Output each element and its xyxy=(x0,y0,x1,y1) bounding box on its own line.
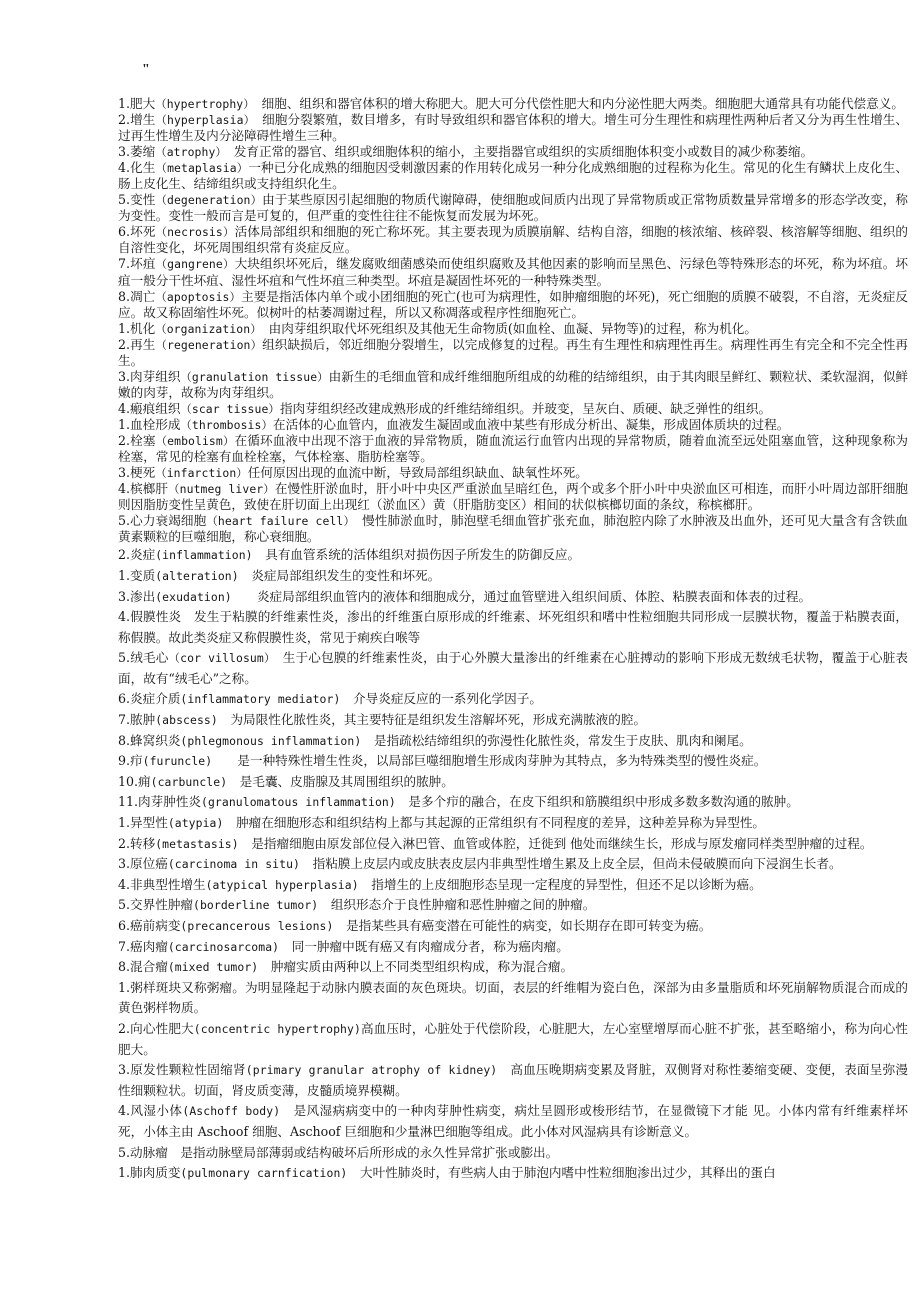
entry-latin-term: (exudation) xyxy=(155,589,232,604)
glossary-entry xyxy=(118,937,908,958)
entry-term: 增生 xyxy=(130,112,156,128)
entry-term: 心力衰竭细胞 xyxy=(130,513,207,529)
entry-definition: 是多个疖的融合，在皮下组织和筋膜组织中形成多数多数沟通的脓肿。 xyxy=(395,794,799,810)
entry-term: 肺肉质变 xyxy=(130,1165,181,1181)
entry-number: 2. xyxy=(118,835,131,851)
glossary-entry xyxy=(118,957,908,978)
glossary-entry xyxy=(118,369,908,401)
glossary-entry xyxy=(118,321,908,337)
entry-number: 3. xyxy=(118,465,131,481)
glossary-entry xyxy=(118,112,908,144)
entry-definition: 细胞分裂繁殖，数目增多，有时导致组织和器官体积的增大。增生可分生理性和病理性两种后者又分为再生性增生、过再生性增生及内分泌障碍性增生三种。 xyxy=(118,112,908,144)
entry-number: 5. xyxy=(118,1144,131,1160)
entry-number: 2. xyxy=(118,432,131,448)
entry-latin-term: （degeneration） xyxy=(155,193,263,208)
entry-term: 交界性肿瘤 xyxy=(130,897,193,913)
entry-number: 10. xyxy=(118,773,139,789)
entry-number: 8. xyxy=(118,288,131,304)
entry-latin-term: （atrophy） xyxy=(155,145,222,160)
entry-number: 8. xyxy=(118,732,131,748)
glossary-entry xyxy=(118,648,908,689)
entry-definition: 由于某些原因引起细胞的物质代谢障碍，使细胞或间质内出现了异常物质或正常物质数量异常增多的形态学改变，称为变性。变性一般而言是可复的，但严重的变性往往不能恢复而发展为坏死。 xyxy=(118,192,909,224)
entry-definition: 介导炎症反应的一系列化学因子。 xyxy=(340,691,542,707)
entry-number: 5. xyxy=(118,513,131,529)
entry-definition: 肿瘤实质由两种以上不同类型组织构成，称为混合瘤。 xyxy=(258,959,574,975)
entry-number: 4. xyxy=(118,400,131,416)
glossary-entry xyxy=(118,978,908,1019)
glossary-entry xyxy=(118,417,908,433)
entry-number: 7. xyxy=(118,712,131,728)
entry-latin-term: (granulomatous inflammation) xyxy=(201,795,396,810)
entry-definition: 慢性肺淤血时，肺泡壁毛细血管扩张充血，肺泡腔内除了水肿液及出血外，还可见大量含有含铁血黄素颗粒的巨噬细胞，称心衰细胞。 xyxy=(118,513,908,545)
entry-term: 肉芽肿性炎 xyxy=(138,794,201,810)
entry-number: 1. xyxy=(118,1165,131,1181)
entry-term: 风湿小体 xyxy=(130,1103,183,1119)
entry-definition: 大块组织坏死后，继发腐败细菌感染而使组织腐败及其他因素的影响而呈黑色、污绿色等特殊形态的坏死，称为坏疽。坏疽一般分干性坏疽、湿性坏疽和气性坏疽三种类型。坏疽是凝固性坏死的一种特殊类型。 xyxy=(118,256,909,288)
entry-latin-term: (alteration) xyxy=(155,568,239,583)
entry-number: 2. xyxy=(118,112,131,128)
glossary-entry xyxy=(118,192,908,224)
entry-definition: 在慢性肝淤血时，肝小叶中央区严重淤血呈暗红色，两个或多个肝小叶中央淤血区可相连，而肝小叶周边部肝细胞则因脂肪变性呈黄色，致使在肝切面上出现红（淤血区）黄（肝脂肪变区）相间的状似槟榔切面的条纹，称槟榔肝。 xyxy=(118,481,909,513)
entry-term: 凋亡 xyxy=(130,288,156,304)
entry-definition: 组织缺损后，邻近细胞分裂增生，以完成修复的过程。再生有生理性和病理性再生。病理性再生有完全和不完全性再生。 xyxy=(118,336,909,368)
entry-number: 3. xyxy=(118,368,131,384)
entry-latin-term: （hyperplasia） xyxy=(155,113,250,128)
glossary-entry xyxy=(118,224,908,256)
entry-definition: 指增生的上皮细胞形态呈现一定程度的异型性，但还不足以诊断为癌。 xyxy=(358,876,762,892)
glossary-entry xyxy=(118,96,908,112)
entry-term: 渗出 xyxy=(130,588,156,604)
entry-definition: 具有血管系统的活体组织对损伤因子所发生的防御反应。 xyxy=(252,547,581,563)
glossary-entry xyxy=(118,916,908,937)
entry-number: 1. xyxy=(118,96,131,111)
glossary-entry xyxy=(118,792,908,813)
entry-definition: 由肉芽组织取代坏死组织及其他无生命物质(如血栓、血凝、异物等)的过程，称为机化。 xyxy=(256,320,757,336)
entry-number: 1. xyxy=(118,416,131,432)
entry-number: 3. xyxy=(118,588,131,604)
entry-definition: 组织形态介于良性肿瘤和恶性肿瘤之间的肿瘤。 xyxy=(318,897,596,913)
entry-latin-term: （thrombosis） xyxy=(180,417,273,432)
entry-number: 4. xyxy=(118,481,131,497)
glossary-entry xyxy=(118,566,908,587)
entry-definition: 发生于粘膜的纤维素性炎，渗出的纤维蛋白原形成的纤维素、坏死组织和嗜中性粒细胞共同形成一层膜状物，覆盖于粘膜表面，称假膜。故此类炎症又称假膜性炎，常见于痢疾白喉等 xyxy=(118,609,909,645)
entry-latin-term: （infarction） xyxy=(155,466,248,481)
entry-latin-term: (pulmonary carnfication) xyxy=(180,1166,348,1181)
glossary-entry xyxy=(118,1163,908,1184)
entry-term: 非典型性增生 xyxy=(130,876,206,892)
entry-term: 向心性肥大 xyxy=(130,1020,194,1036)
entry-definition: 高血压时，心脏处于代偿阶段，心脏肥大，左心室壁增厚而心脏不扩张，甚至略缩小，称为向心性肥大。 xyxy=(118,1020,909,1057)
entry-term: 栓塞 xyxy=(130,432,156,448)
entry-definition: 为局限性化脓性炎，其主要特征是组织发生溶解坏死，形成充满脓液的腔。 xyxy=(217,712,647,728)
entry-latin-term: (inflammatory mediator) xyxy=(180,692,341,707)
entry-term: 癌肉瘤 xyxy=(130,938,168,954)
glossary-entry xyxy=(118,513,908,545)
entry-definition: 任何原因出现的血流中断，导致局部组织缺血、缺氧性坏死。 xyxy=(247,465,588,481)
entry-number: 6. xyxy=(118,918,131,933)
entry-number: 1. xyxy=(118,320,131,336)
entry-number: 3. xyxy=(118,1062,131,1078)
entry-number: 1. xyxy=(118,979,131,995)
entry-latin-term: （regeneration） xyxy=(155,337,263,352)
entry-number: 6. xyxy=(118,691,131,707)
entry-definition: 指粘膜上皮层内或皮肤表皮层内非典型性增生累及上皮全层，但尚未侵破膜而向下浸润生长者。 xyxy=(300,856,842,872)
entry-number: 1. xyxy=(118,815,131,831)
entry-definition: 主要是指活体内单个或小团细胞的死亡(也可为病理性，如肿瘤细胞的坏死)，死亡细胞的质膜不破裂，不自溶，无炎症反应。故又称固缩性坏死。似树叶的枯萎凋谢过程，所以又称凋落或程序性细胞死亡。 xyxy=(118,288,909,320)
entry-definition: 在循环血液中出现不溶于血液的异常物质，随血流运行血管内出现的异常物质，随着血流至远处阻塞血管，这种现象称为栓塞，常见的栓塞有血栓栓塞，气体栓塞、脂肪栓塞等。 xyxy=(118,432,909,465)
entry-term: 肥大 xyxy=(130,96,156,111)
entry-term: 疖 xyxy=(130,753,143,769)
entry-latin-term: (mixed tumor) xyxy=(167,960,259,975)
entry-term: 痈 xyxy=(138,773,151,789)
glossary-entry xyxy=(118,1019,908,1060)
entry-latin-term: (atypical hyperplasia) xyxy=(205,877,359,892)
glossary-entry xyxy=(118,607,908,648)
entry-latin-term: (carcinoma in situ) xyxy=(167,857,301,872)
glossary-entry xyxy=(118,895,908,916)
glossary-entry xyxy=(118,772,908,793)
glossary-entry xyxy=(118,481,908,513)
entry-definition: 活体局部组织和细胞的死亡称坏死。其主要表现为质膜崩解、结构自溶，细胞的核浓缩、核碎裂、核溶解等细胞、组织的自溶性变化，坏死周围组织常有炎症反应。 xyxy=(118,224,909,256)
glossary-entry xyxy=(118,854,908,875)
entry-definition: 是指疏松结缔组织的弥漫性化脓性炎，常发生于皮肤、肌肉和阑尾。 xyxy=(361,732,752,748)
entry-number: 3. xyxy=(118,856,131,872)
entry-latin-term: （metaplasia） xyxy=(155,161,249,176)
entry-number: 7. xyxy=(118,256,131,272)
glossary-entry xyxy=(118,875,908,896)
entry-definition: 是指瘤细胞由原发部位侵入淋巴管、血管或体腔，迁徙到 他处而继续生长，形成与原发瘤同样类型肿瘤的过程。 xyxy=(238,835,873,851)
glossary-entry xyxy=(118,337,908,369)
entry-number: 6. xyxy=(118,224,131,240)
entry-definition: 是风湿病病变中的一种肉芽肿性病变，病灶呈圆形或梭形结节，在显微镜下才能 见。小体内常有纤维素样坏死，小体主由 Aschoof 细胞、Aschoof 巨细胞和少量淋巴细胞等组成。此小体对风湿病具有诊断意义。 xyxy=(118,1103,908,1139)
glossary-entry xyxy=(118,834,908,855)
entry-latin-term: （necrosis） xyxy=(155,225,235,240)
glossary-body xyxy=(118,96,908,1184)
entry-definition: 在活体的心血管内，血液发生凝固或血液中某些有形成分析出、凝集，形成固体质块的过程。 xyxy=(272,416,790,432)
entry-term: 坏疽 xyxy=(130,256,156,272)
entry-number: 7. xyxy=(118,938,131,954)
entry-definition: 高血压晚期病变累及肾脏，双侧肾对称性萎缩变硬、变便，表面呈弥漫性细颗粒状。切面，肾皮质变薄，皮髓质境界模糊。 xyxy=(118,1062,908,1098)
entry-term: 混合瘤 xyxy=(130,959,168,975)
entry-term: 坏死 xyxy=(130,224,156,240)
entry-definition: 炎症局部组织血管内的液体和细胞成分，通过血管壁进入组织间质、体腔、粘膜表面和体表的过程。 xyxy=(231,588,812,604)
entry-latin-term: （cor villosum） xyxy=(168,651,270,666)
entry-definition: 大叶性肺炎时，有些病人由于肺泡内嗜中性粒细胞渗出过少，其释出的蛋白 xyxy=(347,1165,776,1181)
glossary-entry xyxy=(118,1143,908,1164)
entry-term: 脓肿 xyxy=(130,712,156,728)
glossary-entry xyxy=(118,160,908,192)
entry-term: 粥样斑块又称粥瘤。 xyxy=(130,979,245,995)
entry-term: 瘢痕组织 xyxy=(130,400,181,416)
entry-latin-term: (Aschoff body) xyxy=(182,1104,281,1119)
glossary-entry xyxy=(118,1060,908,1101)
entry-definition: 是一种特殊性增生性炎，以局部巨噬细胞增生形成肉芽肿为其特点，多为特殊类型的慢性炎症。 xyxy=(212,753,767,769)
entry-term: 化生 xyxy=(130,160,156,176)
entry-definition: 生于心包膜的纤维素性炎，由于心外膜大量渗出的纤维素在心脏搏动的影响下形成无数绒毛状物，覆盖于心脏表面，故有“绒毛心”之称。 xyxy=(118,650,909,686)
glossary-entry xyxy=(118,256,908,288)
glossary-entry xyxy=(118,144,908,160)
entry-term: 蜂窝织炎 xyxy=(130,732,181,748)
entry-latin-term: (metastasis) xyxy=(155,836,239,851)
entry-number: 5. xyxy=(118,650,131,666)
glossary-entry xyxy=(118,689,908,710)
entry-latin-term: (borderline tumor) xyxy=(193,898,319,913)
glossary-entry xyxy=(118,813,908,834)
entry-number: 4. xyxy=(118,160,131,176)
entry-definition: 发育正常的器官、组织或细胞体积的缩小，主要指器官或组织的实质细胞体积变小或数目的减少称萎缩。 xyxy=(221,144,814,160)
entry-term: 原发性颗粒性固缩肾 xyxy=(130,1062,246,1078)
entry-latin-term: (primary granular atrophy of kidney) xyxy=(245,1063,498,1078)
entry-latin-term: （heart failure cell） xyxy=(206,514,350,529)
entry-term: 机化 xyxy=(130,320,156,336)
entry-number: 9. xyxy=(118,753,131,769)
entry-number: 5. xyxy=(118,192,131,208)
entry-latin-term: （granulation tissue） xyxy=(180,369,329,384)
entry-term: 动脉瘤 xyxy=(130,1144,168,1160)
glossary-entry xyxy=(118,1101,908,1142)
entry-latin-term: （apoptosis） xyxy=(155,289,242,304)
entry-latin-term: （organization） xyxy=(155,321,256,336)
entry-term: 异型性 xyxy=(130,815,168,831)
entry-number: 2. xyxy=(118,547,131,563)
entry-number: 4. xyxy=(118,876,131,892)
entry-term: 转移 xyxy=(130,835,156,851)
entry-latin-term: (abscess) xyxy=(155,713,218,728)
entry-latin-term: (carcinosarcoma) xyxy=(167,939,280,954)
entry-latin-term: (concentric hypertrophy) xyxy=(193,1021,361,1036)
entry-definition: 是毛囊、皮脂腺及其周围组织的脓肿。 xyxy=(227,773,454,789)
entry-latin-term: (inflammation) xyxy=(155,548,253,563)
entry-definition: 细胞、组织和器官体积的增大称肥大。肥大可分代偿性肥大和内分泌性肥大两类。细胞肥大通常具有功能代偿意义。 xyxy=(249,96,904,111)
entry-term: 变性 xyxy=(130,192,156,208)
entry-definition: 由新生的毛细血管和成纤维细胞所组成的幼稚的结缔组织，由于其肉眼呈鲜红、颗粒状、柔软湿润，似鲜嫩的肉芽，故称为肉芽组织。 xyxy=(118,368,909,400)
entry-latin-term: (phlegmonous inflammation) xyxy=(180,733,362,748)
entry-latin-term: （embolism） xyxy=(155,433,235,448)
entry-number: 1. xyxy=(118,567,131,583)
entry-term: 再生 xyxy=(130,336,156,352)
entry-number: 5. xyxy=(118,897,131,913)
entry-term: 原位癌 xyxy=(130,856,168,872)
entry-term: 槟榔肝 xyxy=(130,481,169,497)
entry-definition: 同一肿瘤中既有癌又有肉瘤成分者，称为癌肉瘤。 xyxy=(279,938,569,954)
entry-latin-term: （scar tissue） xyxy=(180,401,280,416)
glossary-entry xyxy=(118,751,908,772)
entry-definition: 是指某些具有癌变潜在可能性的病变，如长期存在即可转变为癌。 xyxy=(333,918,712,933)
entry-number: 4. xyxy=(118,1103,131,1119)
glossary-entry xyxy=(118,731,908,752)
glossary-entry xyxy=(118,465,908,481)
entry-latin-term: (carbuncle) xyxy=(150,774,228,789)
entry-term: 梗死 xyxy=(130,465,156,481)
entry-definition: 一种已分化成熟的细胞因受刺激因素的作用转化成另一种分化成熟细胞的过程称为化生。常见的化生有鳞状上皮化生、肠上皮化生、结缔组织或支持组织化生。 xyxy=(118,160,908,192)
entry-term: 肉芽组织 xyxy=(130,368,181,384)
entry-term: 血栓形成 xyxy=(130,416,181,432)
entry-term: 变质 xyxy=(130,567,156,583)
entry-latin-term: (furuncle) xyxy=(142,754,213,769)
entry-latin-term: （hypertrophy） xyxy=(155,97,250,111)
entry-definition: 炎症局部组织发生的变性和坏死。 xyxy=(238,567,441,583)
glossary-entry xyxy=(118,587,908,608)
entry-latin-term: （nutmeg liver） xyxy=(168,482,275,497)
entry-number: 3. xyxy=(118,144,131,160)
entry-term: 癌前病变 xyxy=(130,918,181,933)
glossary-entry xyxy=(118,289,908,321)
glossary-entry xyxy=(118,401,908,417)
entry-number: 11. xyxy=(118,794,139,810)
entry-number: 2. xyxy=(118,1020,131,1036)
entry-term: 炎症 xyxy=(130,547,156,563)
entry-latin-term: (atypia) xyxy=(167,816,224,831)
entry-term: 假膜性炎 xyxy=(130,609,182,625)
entry-number: 2. xyxy=(118,336,131,352)
glossary-entry xyxy=(118,710,908,731)
entry-latin-term: (precancerous lesions) xyxy=(180,919,334,933)
entry-definition: 指肉芽组织经改建成熟形成的纤维结缔组织。并玻变，呈灰白、质硬、缺乏弹性的组织。 xyxy=(279,400,772,416)
stray-quote-mark: " xyxy=(142,62,150,77)
entry-definition: 是指动脉壁局部薄弱或结构破坏后所形成的永久性异常扩张或膨出。 xyxy=(167,1144,559,1160)
glossary-entry xyxy=(118,433,908,465)
entry-latin-term: （gangrene） xyxy=(155,257,235,272)
entry-definition: 肿瘤在细胞形态和组织结构上都与其起源的正常组织有不同程度的差异，这种差异称为异型性。 xyxy=(223,815,766,831)
entry-definition: 为明显隆起于动脉内膜表面的灰色斑块。切面，表层的纤维帽为瓷白色，深部为由多量脂质和坏死崩解物质混合而成的黄色粥样物质。 xyxy=(118,979,909,1016)
entry-term: 炎症介质 xyxy=(130,691,181,707)
entry-number: 8. xyxy=(118,959,131,975)
entry-term: 绒毛心 xyxy=(130,650,169,666)
glossary-entry xyxy=(118,545,908,566)
entry-number: 4. xyxy=(118,609,131,625)
entry-term: 萎缩 xyxy=(130,144,156,160)
